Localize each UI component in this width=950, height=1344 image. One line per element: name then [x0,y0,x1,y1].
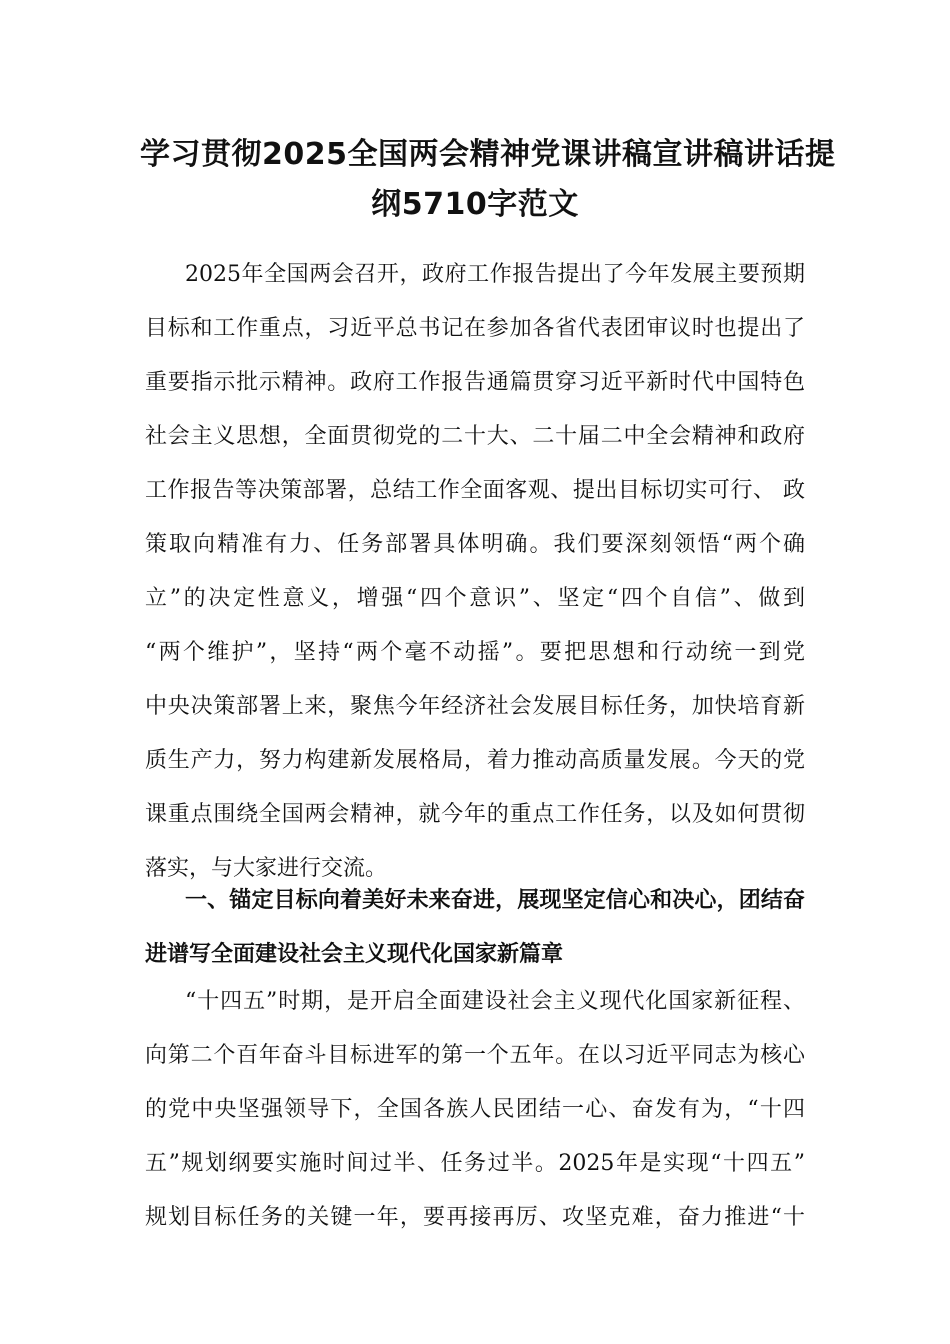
title-line: 纲5710字范文 [371,187,579,222]
paragraph-line: “十四五”时期，是开启全面建设社会主义现代化国家新征程、 [185,989,805,1014]
paragraph-line: 向第二个百年奋斗目标进军的第一个五年。在以习近平同志为核心 [145,1043,805,1068]
intro-paragraph [145,248,805,896]
paragraph-line: 目标和工作重点，习近平总书记在参加各省代表团审议时也提出了 [145,316,805,341]
paragraph-line: 工作报告等决策部署，总结工作全面客观、提出目标切实可行、 政 [145,478,805,503]
paragraph-line: 的党中央坚强领导下，全国各族人民团结一心、奋发有为，“十四 [145,1097,805,1122]
document-title [140,130,836,230]
paragraph-line: 课重点围绕全国两会精神，就今年的重点工作任务，以及如何贯彻 [145,802,805,827]
paragraph-line: 五”规划纲要实施时间过半、任务过半。2025年是实现“十四五” [145,1151,805,1176]
paragraph-line: 重要指示批示精神。政府工作报告通篇贯穿习近平新时代中国特色 [145,370,805,395]
heading-line: 一、锚定目标向着美好未来奋进，展现坚定信心和决心，团结奋 [185,888,805,913]
paragraph-line: 策取向精准有力、任务部署具体明确。我们要深刻领悟“两个确 [145,532,805,557]
section-heading [145,874,805,982]
paragraph-line: 立”的决定性意义，增强“四个意识”、坚定“四个自信”、做到 [145,586,805,611]
title-line: 学习贯彻2025全国两会精神党课讲稿宣讲稿讲话提 [140,137,836,172]
paragraph-line: 2025年全国两会召开，政府工作报告提出了今年发展主要预期 [185,262,805,287]
paragraph-line: 质生产力，努力构建新发展格局，着力推动高质量发展。今天的党 [145,748,805,773]
heading-line: 进谱写全面建设社会主义现代化国家新篇章 [145,942,564,967]
paragraph-line: 落实，与大家进行交流。 [145,856,388,881]
paragraph-line: 规划目标任务的关键一年，要再接再厉、攻坚克难，奋力推进“十 [145,1205,805,1230]
paragraph-line: 社会主义思想，全面贯彻党的二十大、二十届二中全会精神和政府 [145,424,805,449]
paragraph-line: 中央决策部署上来，聚焦今年经济社会发展目标任务，加快培育新 [145,694,805,719]
section-paragraph [145,975,805,1245]
paragraph-line: “两个维护”，坚持“两个毫不动摇”。要把思想和行动统一到党 [145,640,805,665]
